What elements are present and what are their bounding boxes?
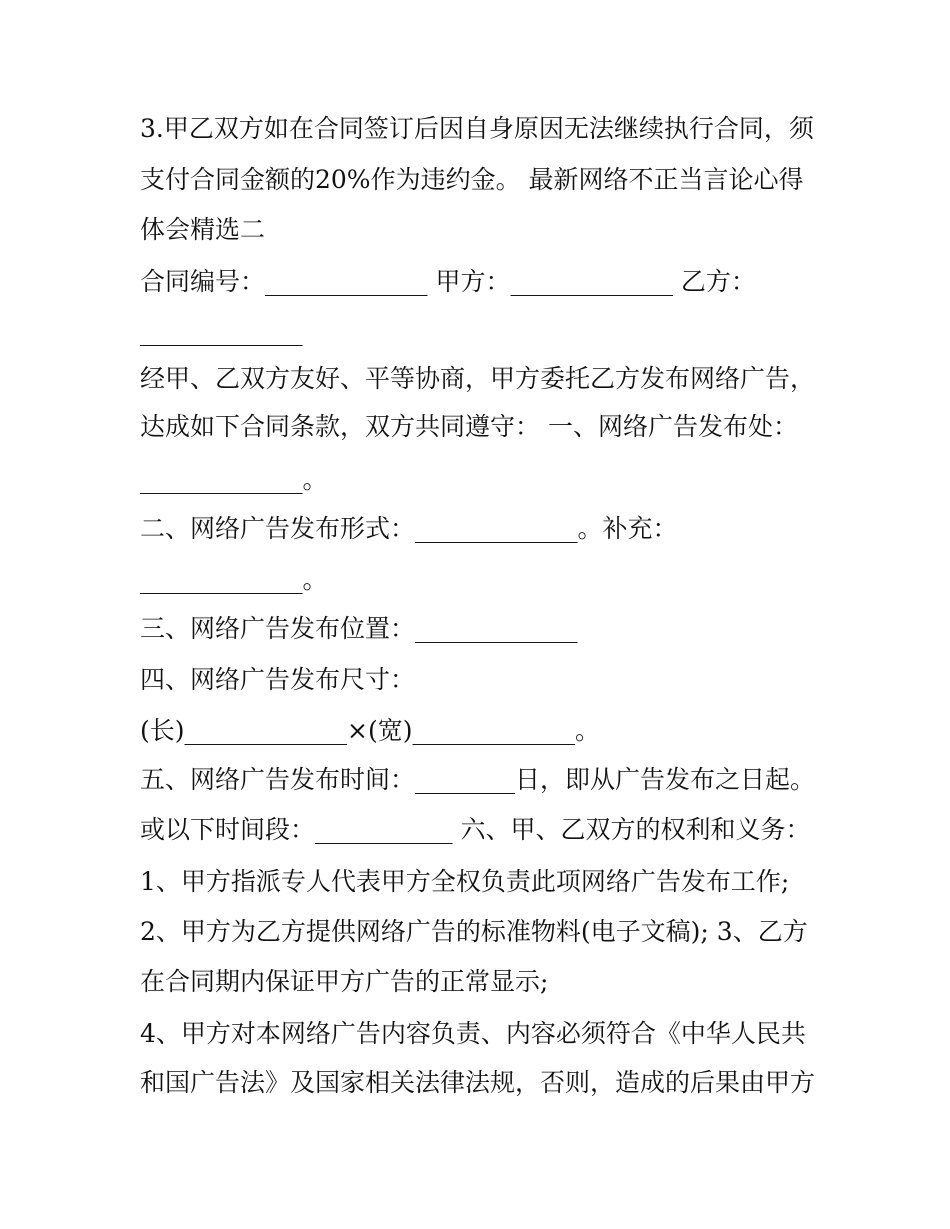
text-line: 四、网络广告发布尺寸：	[140, 665, 416, 694]
text-line: 在合同期内保证甲方广告的正常显示;	[140, 967, 549, 996]
text-line: 和国广告法》及国家相关法律法规，否则，造成的后果由甲方	[140, 1068, 816, 1097]
text-line: 经甲、乙双方友好、平等协商，甲方委托乙方发布网络广告，	[140, 364, 816, 393]
text-line: 体会精选二	[140, 215, 266, 244]
text-line: (长)_____________×(宽)_____________。	[140, 716, 600, 745]
text-line: _____________。	[140, 565, 328, 594]
text-line: 3.甲乙双方如在合同签订后因自身原因无法继续执行合同，须	[140, 114, 814, 143]
text-line: 1、甲方指派专人代表甲方全权负责此项网络广告发布工作;	[140, 867, 790, 896]
text-line: 三、网络广告发布位置：_____________	[140, 614, 578, 643]
text-line: 五、网络广告发布时间：________日，即从广告发布之日起。	[140, 765, 816, 794]
text-line: 二、网络广告发布形式：_____________。补充：	[140, 514, 678, 543]
text-line: 支付合同金额的20%作为违约金。 最新网络不正当言论心得	[140, 165, 804, 194]
text-line: 或以下时间段：___________ 六、甲、乙双方的权利和义务：	[140, 815, 811, 844]
text-line: _____________。	[140, 465, 328, 494]
text-line: 2、甲方为乙方提供网络广告的标准物料(电子文稿); 3、乙方	[140, 917, 808, 946]
text-line: 4、甲方对本网络广告内容负责、内容必须符合《中华人民共	[140, 1019, 806, 1048]
text-line: 达成如下合同条款，双方共同遵守： 一、网络广告发布处：	[140, 412, 798, 441]
text-line: 合同编号：_____________ 甲方：_____________ 乙方：	[140, 267, 756, 296]
text-line: _____________	[140, 317, 303, 346]
